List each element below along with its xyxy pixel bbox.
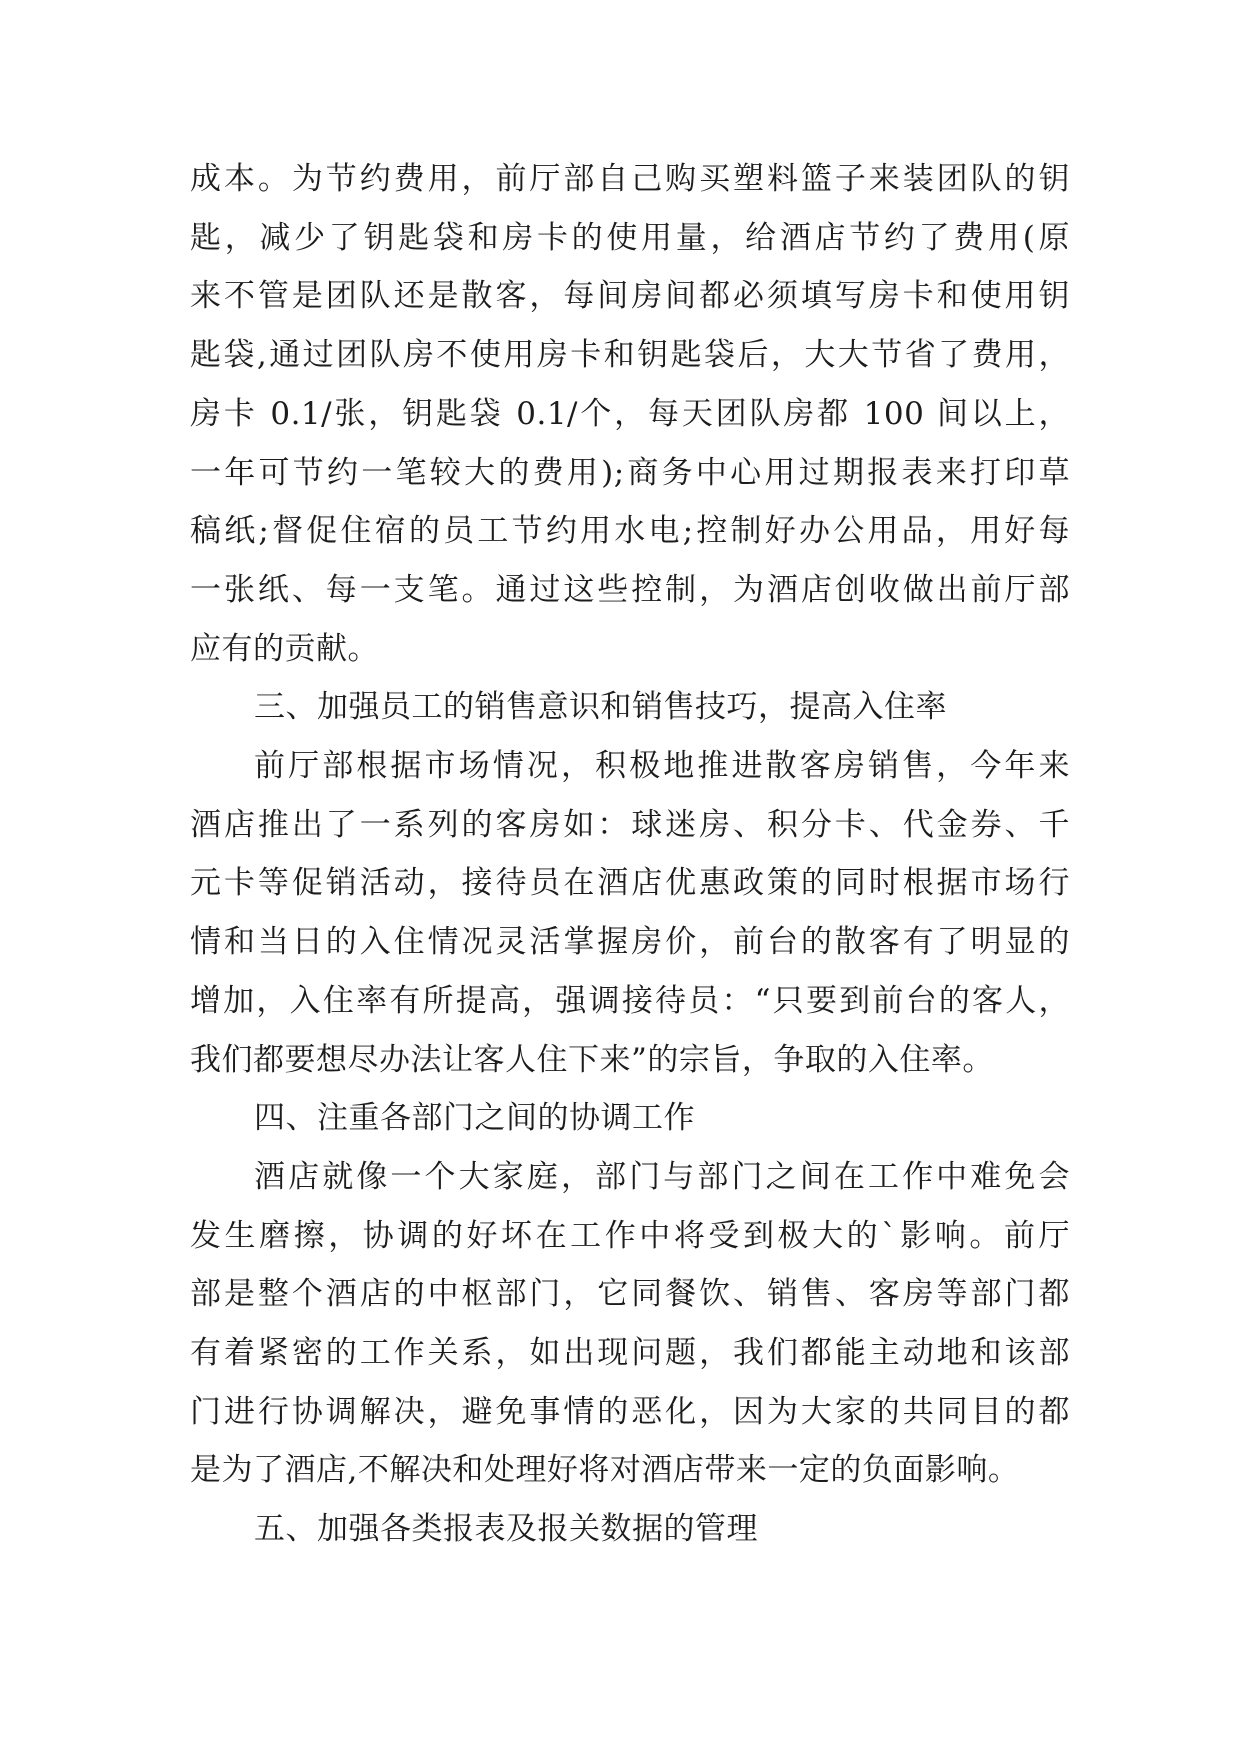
text-line: 稿纸;督促住宿的员工节约用水电;控制好办公用品，用好每: [190, 513, 1070, 550]
text-line: 房卡 0.1/张，钥匙袋 0.1/个，每天团队房都 100 间以上，: [190, 395, 1070, 432]
text-line: 我们都要想尽办法让客人住下来”的宗旨，争取的入住率。: [190, 1041, 994, 1078]
text-line: 前厅部根据市场情况，积极地推进散客房销售，今年来: [254, 748, 1070, 785]
text-line: 发生磨擦，协调的好坏在工作中将受到极大的`影响。前厅: [190, 1217, 1070, 1254]
text-line: 部是整个酒店的中枢部门，它同餐饮、销售、客房等部门都: [190, 1276, 1070, 1313]
heading-line: 四、注重各部门之间的协调工作: [254, 1100, 695, 1137]
text-line: 匙，减少了钥匙袋和房卡的使用量，给酒店节约了费用(原: [190, 219, 1070, 256]
paragraph-sales: [190, 737, 1070, 1089]
text-line: 增加，入住率有所提高，强调接待员：“只要到前台的客人，: [190, 982, 1070, 1019]
text-line: 酒店推出了一系列的客房如：球迷房、积分卡、代金券、千: [190, 806, 1070, 843]
section-heading-sales: [190, 678, 1070, 737]
text-line: 一年可节约一笔较大的费用);商务中心用过期报表来打印草: [190, 454, 1070, 491]
text-line: 是为了酒店,不解决和处理好将对酒店带来一定的负面影响。: [190, 1452, 1020, 1489]
text-line: 有着紧密的工作关系，如出现问题，我们都能主动地和该部: [190, 1335, 1070, 1372]
paragraph-coordination: [190, 1148, 1070, 1500]
text-line: 来不管是团队还是散客，每间房间都必须填写房卡和使用钥: [190, 278, 1070, 315]
section-heading-coordination: [190, 1089, 1070, 1148]
text-line: 应有的贡献。: [190, 630, 379, 667]
heading-line: 三、加强员工的销售意识和销售技巧，提高入住率: [254, 689, 947, 726]
text-line: 元卡等促销活动，接待员在酒店优惠政策的同时根据市场行: [190, 865, 1070, 902]
text-line: 一张纸、每一支笔。通过这些控制，为酒店创收做出前厅部: [190, 571, 1070, 608]
section-heading-reports: [190, 1500, 1070, 1559]
heading-line: 五、加强各类报表及报关数据的管理: [254, 1511, 758, 1548]
text-line: 酒店就像一个大家庭，部门与部门之间在工作中难免会: [254, 1158, 1070, 1195]
text-line: 匙袋,通过团队房不使用房卡和钥匙袋后，大大节省了费用，: [190, 337, 1070, 374]
body-text: [190, 150, 1070, 1559]
text-line: 情和当日的入住情况灵活掌握房价，前台的散客有了明显的: [190, 924, 1070, 961]
paragraph-cost-control: [190, 150, 1070, 678]
text-line: 门进行协调解决，避免事情的恶化，因为大家的共同目的都: [190, 1393, 1070, 1430]
text-line: 成本。为节约费用，前厅部自己购买塑料篮子来装团队的钥: [190, 161, 1070, 197]
